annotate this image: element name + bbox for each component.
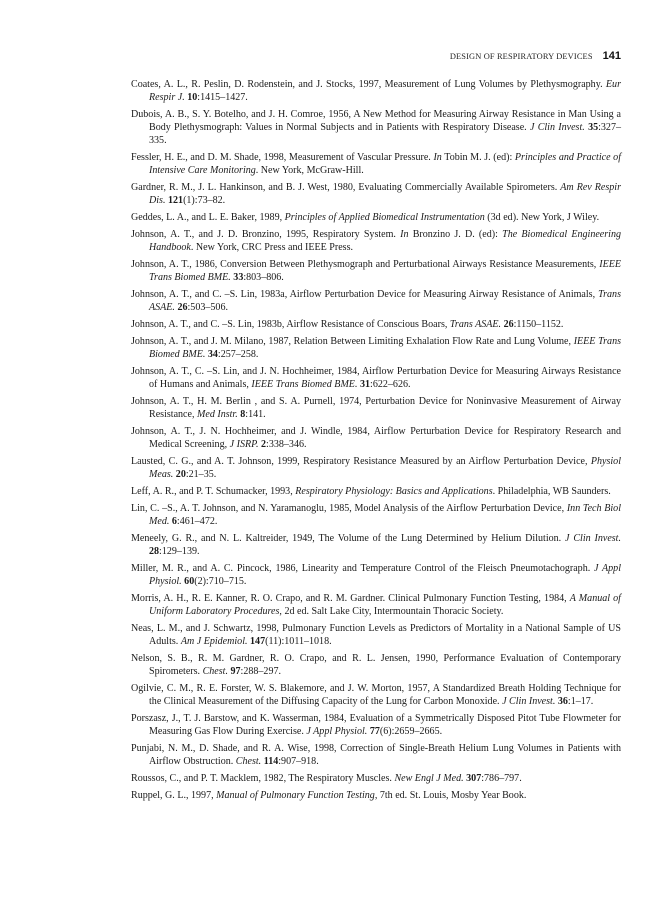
reference-text: Punjabi, N. M., D. Shade, and R. A. Wise, 1998, Correction of Single-Breath Helium Lung Volumes in Patients with Airflow Obstruction. <box>131 743 621 767</box>
reference-italic-text: Inn Tech Biol Med. <box>149 503 621 527</box>
reference-entry <box>131 742 621 768</box>
reference-text: :622–626. <box>370 379 411 390</box>
reference-text: Bronzino J. D. (ed): <box>408 229 503 240</box>
reference-text: Ruppel, G. L., 1997, <box>131 790 217 801</box>
reference-text: Meneely, G. R., and N. L. Kaltreider, 1949, The Volume of the Lung Determined by Helium Dilution. <box>131 533 566 544</box>
reference-entry <box>131 288 621 314</box>
reference-entry <box>131 258 621 284</box>
reference-text: (2):710–715. <box>194 576 247 587</box>
reference-text: Johnson, A. T., and J. D. Bronzino, 1995, Respiratory System. <box>131 229 401 240</box>
reference-list <box>131 78 621 806</box>
reference-entry <box>131 622 621 648</box>
reference-text: :503–506. <box>187 302 228 313</box>
reference-text: :338–346. <box>266 439 307 450</box>
reference-volume: 6 <box>171 516 177 527</box>
reference-text: Johnson, A. T., J. N. Hochheimer, and J. Windle, 1984, Airflow Perturbation Device for Respiratory Research and Medical Screening, <box>131 426 621 450</box>
reference-text: :1–17. <box>567 696 594 707</box>
reference-text: . New York, McGraw-Hill. <box>255 165 364 176</box>
reference-volume: 10 <box>187 92 198 103</box>
reference-text: Geddes, L. A., and L. E. Baker, 1989, <box>131 212 285 223</box>
reference-text: Lin, C. –S., A. T. Johnson, and N. Yaramanoglu, 1985, Model Analysis of the Airflow Perturbation Device, <box>131 503 567 514</box>
reference-entry <box>131 228 621 254</box>
reference-volume: 36 <box>557 696 568 707</box>
reference-italic-text: Med Instr. <box>197 409 238 420</box>
reference-entry <box>131 502 621 528</box>
reference-italic-text: J ISRP. <box>229 439 259 450</box>
reference-text: :141. <box>245 409 266 420</box>
reference-text: Leff, A. R., and P. T. Schumacker, 1993, <box>131 486 296 497</box>
reference-italic-text: In <box>400 229 409 240</box>
reference-volume: 20 <box>175 469 186 480</box>
reference-volume: 8 <box>240 409 246 420</box>
reference-entry <box>131 108 621 147</box>
reference-italic-text: New Engl J Med. <box>394 773 464 784</box>
reference-text: Lausted, C. G., and A. T. Johnson, 1999, Respiratory Resistance Measured by an Airflow Perturbation Device, <box>131 456 591 467</box>
reference-text: Ogilvie, C. M., R. E. Forster, W. S. Blakemore, and J. W. Morton, 1957, A Standardized Breath Holding Technique for the Clinical Measurement of the Diffusing Capacity of the Lung for Carbon Monoxide. <box>131 683 621 707</box>
reference-text: :257–258. <box>217 349 259 360</box>
reference-text: Fessler, H. E., and D. M. Shade, 1998, Measurement of Vascular Pressure. <box>131 152 434 163</box>
reference-text: Johnson, A. T., and J. M. Milano, 1987, Relation Between Limiting Exhalation Flow Rate and Lung Volume, <box>131 336 574 347</box>
reference-text: :461–472. <box>176 516 218 527</box>
reference-entry <box>131 318 621 331</box>
reference-entry <box>131 532 621 558</box>
reference-text: . Philadelphia, WB Saunders. <box>492 486 611 497</box>
reference-entry <box>131 772 621 785</box>
reference-entry <box>131 181 621 207</box>
reference-text: Porszasz, J., T. J. Barstow, and K. Wasserman, 1984, Evaluation of a Symmetrically Disposed Pitot Tube Flowmeter for Measuring Gas Flow During Exercise. <box>131 713 621 737</box>
reference-text: Johnson, A. T., C. –S. Lin, and J. N. Hochheimer, 1984, Airflow Perturbation Device for Measuring Airways Resistance of Humans and Animals, <box>131 366 621 390</box>
reference-volume: 77 <box>369 726 380 737</box>
reference-volume: 31 <box>359 379 371 390</box>
reference-text: :288–297. <box>240 666 282 677</box>
reference-italic-text: Physiol Meas. <box>149 456 621 480</box>
reference-volume: 97 <box>230 666 241 677</box>
running-head <box>131 46 621 64</box>
reference-italic-text: J Clin Invest. <box>502 696 556 707</box>
reference-text: Neas, L. M., and J. Schwartz, 1998, Pulmonary Function Levels as Predictors of Mortality in a National Sample of US Adults. <box>131 623 621 647</box>
reference-text: Coates, A. L., R. Peslin, D. Rodenstein, and J. Stocks, 1997, Measurement of Lung Volumes by Plethysmography. <box>131 79 606 90</box>
reference-text: Johnson, A. T., H. M. Berlin , and S. A. Purnell, 1974, Perturbation Device for Noninvasive Measurement of Airway Resistance, <box>131 396 621 420</box>
reference-text: (1):73–82. <box>183 195 226 206</box>
reference-italic-text: Chest. <box>235 756 262 767</box>
reference-text: Johnson, A. T., 1986, Conversion Between Plethysmograph and Perturbational Airways Resistance Measurements, <box>131 259 600 270</box>
reference-entry <box>131 335 621 361</box>
reference-italic-text: J Appl Physiol. <box>306 726 368 737</box>
reference-volume: 147 <box>250 636 266 647</box>
reference-text: Nelson, S. B., R. M. Gardner, R. O. Crapo, and R. L. Jensen, 1990, Performance Evaluation of Contemporary Spirometers. <box>131 653 621 677</box>
reference-italic-text: J Appl Physiol. <box>149 563 622 587</box>
reference-entry <box>131 425 621 451</box>
reference-italic-text: IEEE Trans Biomed BME. <box>251 379 358 390</box>
reference-italic-text: J Clin Invest. <box>565 533 621 544</box>
reference-italic-text: Principles and Practice of Intensive Care Monitoring <box>149 152 622 176</box>
reference-italic-text: IEEE Trans Biomed BME. <box>149 336 622 360</box>
reference-text: Johnson, A. T., and C. –S. Lin, 1983a, Airflow Perturbation Device for Measuring Airway Resistance of Animals, <box>131 289 599 300</box>
reference-italic-text: Trans ASAE. <box>449 319 502 330</box>
reference-text: Miller, M. R., and A. C. Pincock, 1986, Linearity and Temperature Control of the Fleisch Pneumotachograph. <box>131 563 594 574</box>
reference-italic-text: Chest. <box>202 666 228 677</box>
reference-text: :907–918. <box>278 756 319 767</box>
reference-text: Dubois, A. B., S. Y. Botelho, and J. H. Comroe, 1956, A New Method for Measuring Airway Resistance in Man Using a Body Plethysmograph: Values in Normal Subjects and in Patients with Respiratory Disease. <box>131 109 621 133</box>
reference-text: Morris, A. H., R. E. Kanner, R. O. Crapo, and R. M. Gardner. Clinical Pulmonary Function Testing, 1984, <box>131 593 570 604</box>
reference-volume: 26 <box>177 302 188 313</box>
reference-volume: 33 <box>233 272 244 283</box>
reference-entry <box>131 562 621 588</box>
reference-entry <box>131 485 621 498</box>
reference-text: :786–797. <box>481 773 522 784</box>
reference-italic-text: Manual of Pulmonary Function Testing <box>216 790 375 801</box>
reference-text: Tobin M. J. (ed): <box>441 152 515 163</box>
reference-entry <box>131 455 621 481</box>
reference-text: :21–35. <box>185 469 217 480</box>
reference-italic-text: Respiratory Physiology: Basics and Applications <box>295 486 493 497</box>
reference-entry <box>131 652 621 678</box>
reference-volume: 34 <box>207 349 218 360</box>
reference-italic-text: In <box>433 152 442 163</box>
page-number: 141 <box>602 50 621 62</box>
reference-entry <box>131 682 621 708</box>
reference-text: :1415–1427. <box>197 92 248 103</box>
reference-italic-text: J Clin Invest. <box>529 122 585 133</box>
reference-volume: 2 <box>261 439 267 450</box>
reference-italic-text: A Manual of Uniform Laboratory Procedures <box>149 593 621 617</box>
reference-volume: 121 <box>167 195 184 206</box>
reference-italic-text: The Biomedical Engineering Handbook <box>149 229 622 253</box>
reference-entry <box>131 151 621 177</box>
reference-volume: 307 <box>466 773 482 784</box>
reference-text: :1150–1152. <box>513 319 564 330</box>
reference-text: , 2d ed. Salt Lake City, Intermountain Thoracic Society. <box>279 606 504 617</box>
reference-text: Gardner, R. M., J. L. Hankinson, and B. J. West, 1980, Evaluating Commercially Available Spirometers. <box>131 182 561 193</box>
reference-volume: 35 <box>588 122 599 133</box>
reference-italic-text: Am J Epidemiol. <box>180 636 248 647</box>
reference-italic-text: IEEE Trans Biomed BME. <box>149 259 621 283</box>
running-title: DESIGN OF RESPIRATORY DEVICES <box>449 52 593 61</box>
reference-text: , 7th ed. St. Louis, Mosby Year Book. <box>374 790 527 801</box>
reference-text: (6):2659–2665. <box>379 726 443 737</box>
reference-entry <box>131 395 621 421</box>
reference-text: :129–139. <box>159 546 200 557</box>
reference-entry <box>131 211 621 224</box>
reference-text: Roussos, C., and P. T. Macklem, 1982, The Respiratory Muscles. <box>131 773 395 784</box>
reference-entry <box>131 365 621 391</box>
reference-volume: 28 <box>149 546 160 557</box>
reference-text: . New York, CRC Press and IEEE Press. <box>190 242 354 253</box>
reference-volume: 114 <box>263 756 279 767</box>
reference-entry <box>131 78 621 104</box>
reference-italic-text: Principles of Applied Biomedical Instrumentation <box>284 212 485 223</box>
reference-volume: 60 <box>184 576 195 587</box>
reference-italic-text: Trans ASAE. <box>149 289 621 313</box>
reference-italic-text: Eur Respir J. <box>149 79 621 103</box>
reference-text: :803–806. <box>243 272 284 283</box>
reference-entry <box>131 592 621 618</box>
reference-text: Johnson, A. T., and C. –S. Lin, 1983b, Airflow Resistance of Conscious Boars, <box>131 319 450 330</box>
reference-entry <box>131 789 621 802</box>
reference-text: (11):1011–1018. <box>265 636 332 647</box>
reference-entry <box>131 712 621 738</box>
reference-italic-text: Am Rev Respir Dis. <box>149 182 622 206</box>
reference-text: :327–335. <box>149 122 621 146</box>
reference-volume: 26 <box>503 319 514 330</box>
reference-text: (3d ed). New York, J Wiley. <box>484 212 600 223</box>
